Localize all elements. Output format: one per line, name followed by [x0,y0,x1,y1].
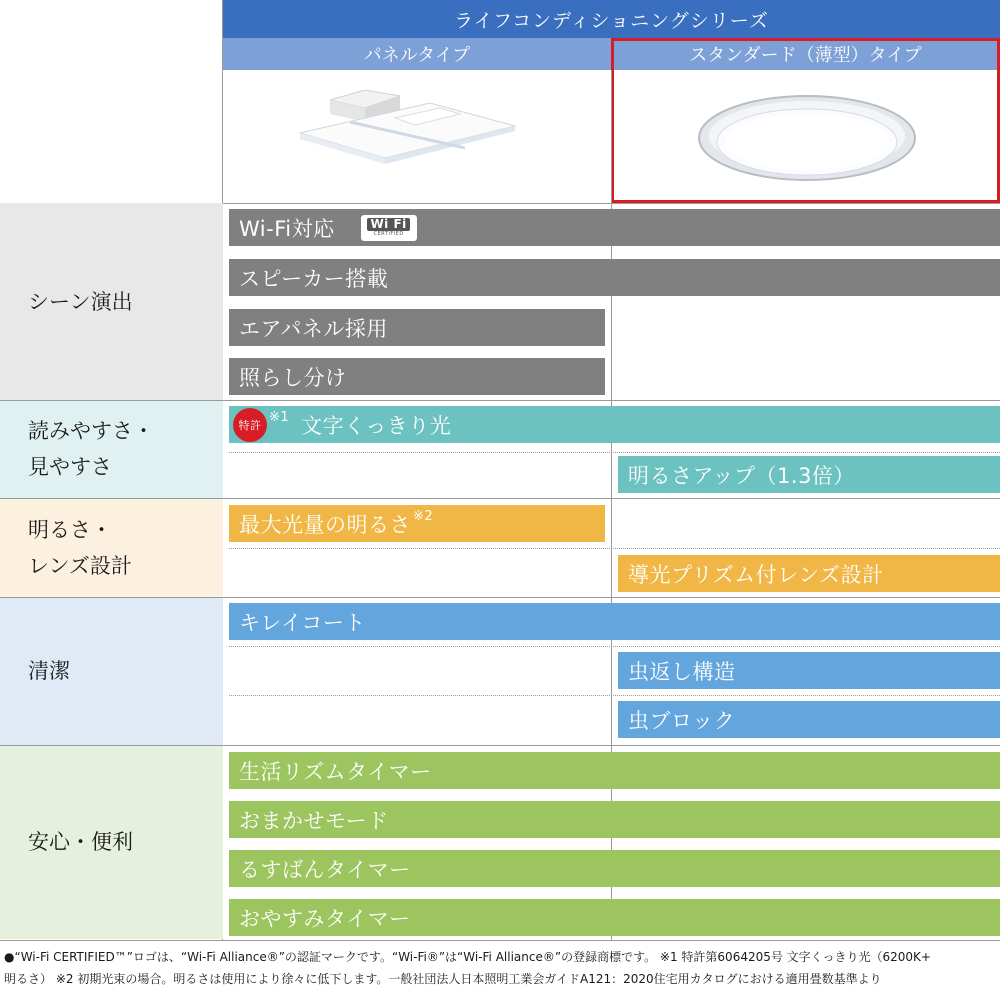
feature-max-light [229,505,605,542]
feature-rhythm-timer-label: 生活リズムタイマー [239,759,432,784]
patent-badge-icon [233,408,267,442]
feature-rusuban-timer-label: るすばんタイマー [239,857,411,882]
category-safety [0,745,223,939]
feature-bug-block [618,701,1000,738]
category-cleanliness [0,597,223,745]
panel-light-image [290,78,540,190]
category-safety-label: 安心・便利 [28,830,133,854]
category-brightness [0,498,223,597]
section-divider [0,597,1000,598]
patent-badge-text: 特許 [238,418,262,432]
category-scene-label: シーン演出 [28,289,133,314]
category-cleanliness-label: 清潔 [28,659,70,683]
category-readability-line1: 読みやすさ・ [28,419,154,443]
feature-max-light-label: 最大光量の明るさ [239,512,411,537]
section-divider [0,745,1000,746]
section-divider [0,400,1000,401]
wifi-logo-sub: CERTIFIED [373,230,404,237]
category-readability-line2: 見やすさ [28,455,112,479]
feature-kirei-coat [229,603,1000,640]
feature-rusuban-timer [229,850,1000,887]
category-brightness-line2: レンズ設計 [28,553,132,578]
feature-text-light [229,406,1000,443]
selected-model-frame [611,38,1000,203]
section-divider [0,940,1000,941]
feature-bug-return [618,652,1000,689]
feature-airpanel-label: エアパネル採用 [239,316,388,341]
category-brightness-line1: 明るさ・ [28,517,112,542]
feature-bug-return-label: 虫返し構造 [628,659,736,684]
feature-oyasumi-timer-label: おやすみタイマー [239,906,411,931]
footnote-line1: ●“Wi-Fi CERTIFIED™”ロゴは、“Wi-Fi Alliance®”の認証マークです。“Wi-Fi®”は“Wi-Fi Alliance®”の登録商標です。 ※1 特許第6064205号 文字くっきり光（6200K+ [4,950,931,964]
wifi-certified-logo [361,215,417,241]
feature-rhythm-timer [229,752,1000,789]
feature-brightness-up-label: 明るさアップ（1.3倍） [628,463,855,488]
feature-oyasumi-timer [229,899,1000,936]
series-header: ライフコンディショニングシリーズ [223,0,1000,38]
category-scene [0,203,223,400]
feature-split-light [229,358,605,395]
feature-text-light-label: 文字くっきり光 [301,413,452,438]
feature-bug-block-label: 虫ブロック [628,708,736,733]
feature-split-light-label: 照らし分け [239,365,347,390]
feature-speaker [229,259,1000,296]
feature-omakase-mode [229,801,1000,838]
standard-type-header: スタンダード（薄型）タイプ [611,38,1000,70]
row-divider [229,695,1000,696]
feature-wifi [229,209,1000,246]
feature-kirei-coat-label: キレイコート [239,610,366,635]
feature-prism-lens-label: 導光プリズム付レンズ設計 [628,562,884,587]
patent-note: ※1 [269,410,290,425]
feature-omakase-mode-label: おまかせモード [239,808,389,833]
feature-wifi-label: Wi-Fi対応 [239,216,335,241]
wifi-logo-text: Wi Fi [367,218,409,231]
panel-type-header: パネルタイプ [223,38,611,70]
section-divider [0,498,1000,499]
feature-speaker-label: スピーカー搭載 [239,266,389,291]
footnote [0,946,1000,990]
feature-brightness-up [618,456,1000,493]
feature-airpanel [229,309,605,346]
category-readability [0,400,223,498]
row-divider [229,646,1000,647]
footnote-line2: 明るさ） ※2 初期光束の場合。明るさは使用により徐々に低下します。一般社団法人日本照明工業会ガイドA121：2020住宅用カタログにおける適用畳数基準より [4,972,882,986]
row-divider [229,548,1000,549]
row-divider [229,452,1000,453]
max-light-note: ※2 [413,509,434,524]
feature-prism-lens [618,555,1000,592]
